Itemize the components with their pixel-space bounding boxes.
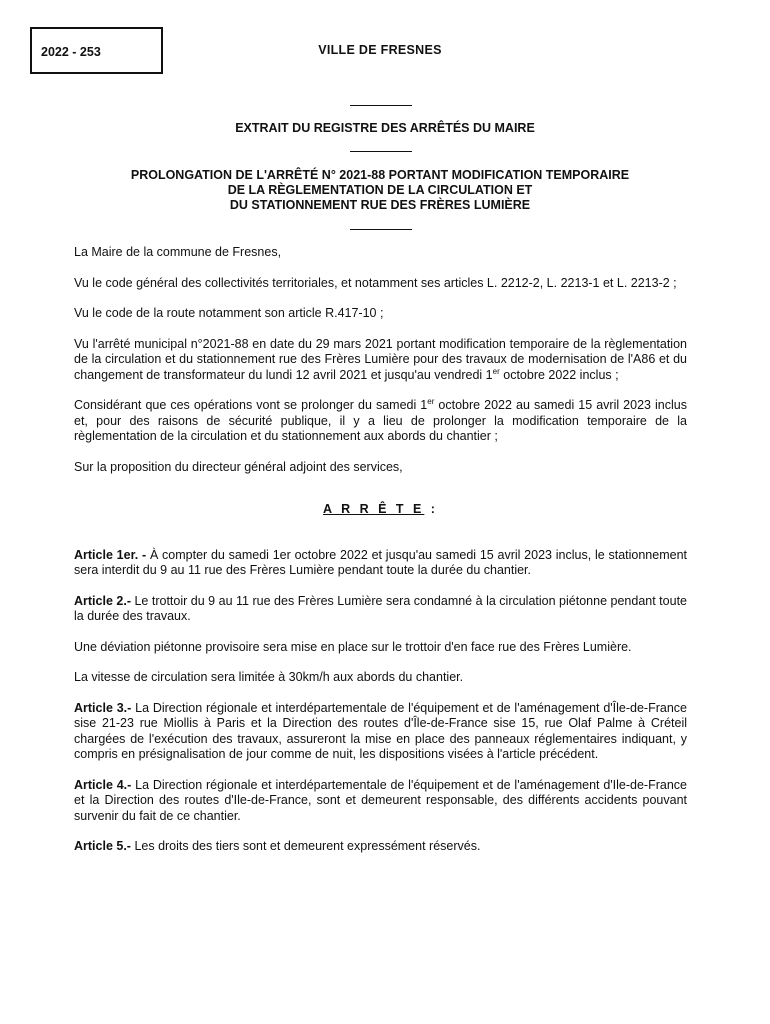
article-text: La Direction régionale et interdépartementale de l'équipement et de l'aménagement d'Ile-de-France et la Direction des routes d'Ile-de-France, sont et demeurent responsable, des différents accidents pouvant survenir du fait de ce chantier.: [74, 777, 687, 823]
article-text: À compter du samedi 1er octobre 2022 et jusqu'au samedi 15 avril 2023 inclus, le stationnement sera interdit du 9 au 11 rue des Frères Lumière pendant toute la durée du chantier.: [74, 547, 687, 577]
article-label: Article 1er. -: [74, 547, 147, 562]
arrete-heading: [74, 502, 687, 518]
considerant-text: Considérant que ces opérations vont se prolonger du samedi 1: [74, 398, 428, 412]
ordinal-sup: er: [427, 397, 435, 406]
vu-paragraph: Vu le code de la route notamment son article R.417-10 ;: [74, 306, 384, 320]
article-label: Article 4.-: [74, 777, 132, 792]
arrete-word: A R R Ê T E: [323, 502, 425, 516]
article-label: Article 5.-: [74, 839, 131, 853]
article-2: [74, 594, 687, 625]
city-name: VILLE DE FRESNES: [318, 43, 442, 57]
article-text: Le trottoir du 9 au 11 rue des Frères Lumière sera condamné à la circulation piétonne pendant toute la durée des travaux.: [74, 593, 687, 623]
article-text: La Direction régionale et interdépartementale de l'équipement et de l'aménagement d'Île-de-France sise 21-23 rue Miollis à Paris et la Direction des routes d'Île-de-France sise 15, rue Olaf Palme à Créteil chargées de l'exécution des travaux, assureront la mise en place des panneaux réglementaires indiquant, y compris en présignalisation de jour comme de nuit, les dispositions visées à l'article précédent.: [74, 700, 687, 761]
subject-line: DU STATIONNEMENT RUE DES FRÈRES LUMIÈRE: [229, 198, 531, 212]
decree-subject: [60, 168, 700, 213]
decree-body: [74, 245, 687, 870]
proposition-paragraph: Sur la proposition du directeur général adjoint des services,: [74, 459, 403, 474]
article-text: Les droits des tiers sont et demeurent expressément réservés.: [130, 839, 481, 853]
article-2-paragraph: Une déviation piétonne provisoire sera mise en place sur le trottoir d'en face rue des Frères Lumière.: [74, 639, 632, 654]
subject-line: PROLONGATION DE L'ARRÊTÉ N° 2021-88 PORTANT MODIFICATION TEMPORAIRE: [130, 168, 630, 182]
separator-rule: [350, 105, 412, 106]
reference-number: 2022 - 253: [41, 45, 101, 59]
article-4: [74, 778, 687, 825]
article-2-paragraph: La vitesse de circulation sera limitée à 30km/h aux abords du chantier.: [74, 670, 464, 684]
subject-line: DE LA RÈGLEMENTATION DE LA CIRCULATION ET: [227, 183, 533, 197]
vu-paragraph: Vu le code général des collectivités territoriales, et notamment ses articles L. 2212-2, L. 2213-1 et L. 2213-2 ;: [74, 275, 677, 290]
considerant-text: octobre 2022 au samedi 15 avril 2023 inclus et, pour des raisons de sécurité publique, il y a lieu de prolonger la modification temporaire de la règlementation de la circulation et du stationnement aux abords du chantier ;: [74, 398, 687, 443]
article-3: [74, 701, 687, 763]
separator-rule: [350, 151, 412, 152]
article-label: Article 3.-: [74, 700, 132, 715]
reference-box: [30, 27, 163, 74]
separator-rule: [350, 229, 412, 230]
article-1: [74, 548, 687, 579]
extract-title: EXTRAIT DU REGISTRE DES ARRÊTÉS DU MAIRE: [235, 121, 535, 135]
mayor-line: La Maire de la commune de Fresnes,: [74, 245, 282, 259]
arrete-colon: :: [424, 502, 438, 516]
vu-text: octobre 2022 inclus ;: [499, 367, 619, 382]
article-5: [74, 839, 687, 855]
vu-paragraph: [74, 337, 687, 384]
ordinal-sup: er: [492, 366, 500, 376]
vu-text: Vu l'arrêté municipal n°2021-88 en date du 29 mars 2021 portant modification temporaire de la règlementation de la circulation et du stationnement rue des Frères Lumière pour des travaux de modernisation de l'A86 et du changement de transformateur du lundi 12 avril 2021 et jusqu'au vendredi 1: [74, 336, 687, 382]
article-label: Article 2.-: [74, 593, 131, 608]
considerant-paragraph: [74, 398, 687, 445]
